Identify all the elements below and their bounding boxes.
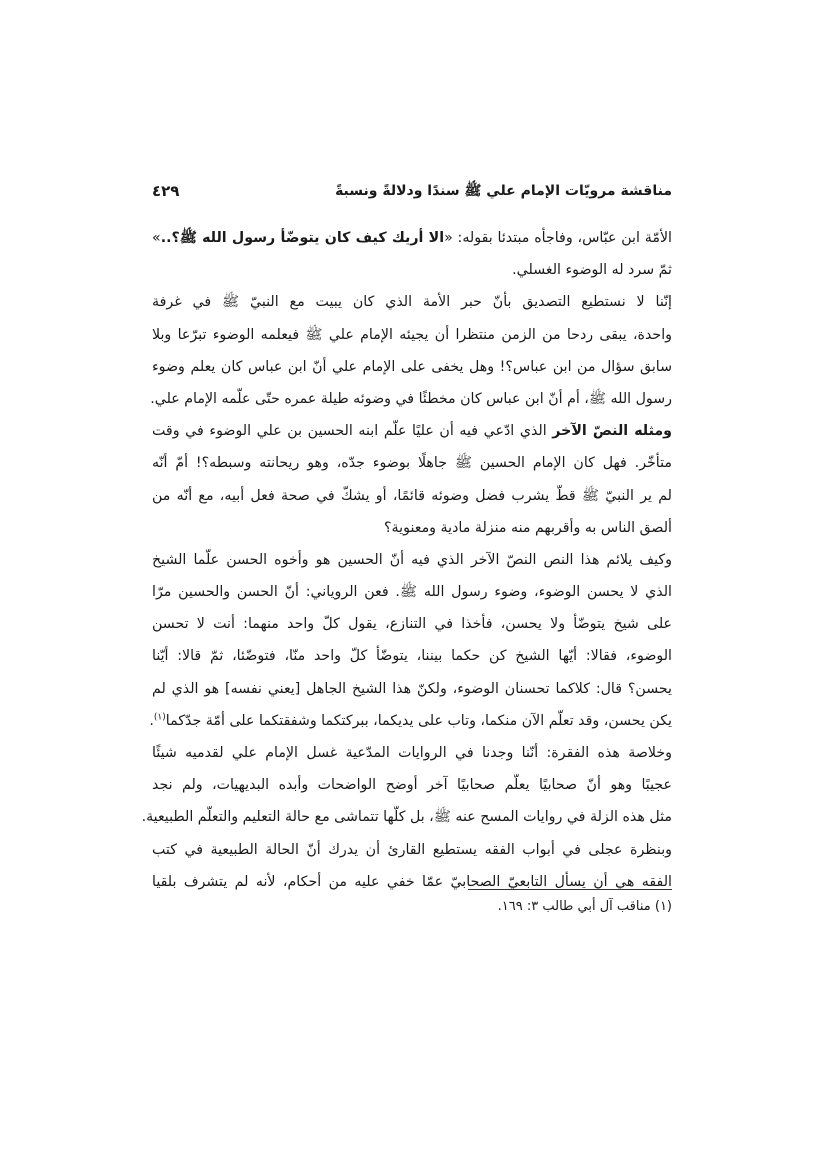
- text-line: [152, 351, 672, 383]
- bold-text: الا أريك كيف كان يتوضّأ رسول الله ﷺ؟..: [160, 230, 445, 246]
- text-line: [152, 834, 672, 866]
- text-line: [152, 286, 672, 318]
- text-run: مثل هذه الزلة في روايات المسح عنه ﷺ، بل كلّها تتماشى مع حالة التعليم والتعلّم الطبيعية.: [141, 809, 672, 826]
- text-line: [149, 705, 672, 737]
- text-run: على شيخ يتوضّأ ولا يحسن، فأخذا في التنازع، يقول كلّ واحد منهما: أنت لا تحسن: [152, 616, 672, 633]
- text-run: الذي ادّعي فيه أن عليًا علّم ابنه الحسين بن علي الوضوء في وقت: [152, 423, 553, 440]
- text-line: [152, 769, 672, 801]
- footnote-ref: (١): [153, 712, 166, 723]
- text-run: الأمّة ابن عبّاس، وفاجأه مبتدئا بقوله: «: [444, 230, 672, 246]
- text-line: [152, 447, 672, 479]
- text-line: [152, 415, 672, 447]
- text-run: عجيبًا وهو أنّ صحابيًا يعلّم صحابيًا آخر أوضح الواضحات وأبده البديهيات، ولم نجد: [152, 777, 672, 794]
- text-run: ألصق الناس به وأقربهم منه منزلة مادية ومعنوية؟: [384, 519, 672, 536]
- footnote: (١) مناقب آل أبي طالب ٣: ١٦٩.: [497, 899, 672, 914]
- text-run: ثمّ سرد له الوضوء الغسلي.: [512, 262, 672, 279]
- text-run: رسول الله ﷺ، أم أنّ ابن عباس كان مخطئًا في وضوئه طيلة عمره حتّى علّمه الإمام علي.: [150, 390, 672, 407]
- text-run: واحدة، يبقى ردحا من الزمن منتظرا أن يجيئه الإمام علي ﷺ فيعلمه الوضوء تبرّعا وبلا: [152, 326, 672, 343]
- text-line: [152, 254, 672, 286]
- text-run: سابق سؤال من ابن عباس؟! وهل يخفى على الإمام علي أنّ ابن عباس كان يعلم وضوء: [152, 358, 672, 375]
- text-run: يكن يحسن، وقد تعلّم الآن منكما، وتاب على يديكما، ببركتكما وشفقتكما على أمّة جدّكما: [165, 712, 672, 729]
- text-run: »: [152, 230, 161, 246]
- bold-text: ومثله النصّ الآخر: [552, 423, 672, 440]
- running-title: مناقشة مرويّات الإمام علي ﷺ سندًا ودلالةً ونسبةً: [335, 183, 672, 199]
- text-run: الذي لا يحسن الوضوء، وضوء رسول الله ﷺ. فعن الروياني: أنّ الحسن والحسين مرّا: [152, 584, 672, 601]
- text-run: وبنظرة عجلى في أبواب الفقه يستطيع القارئ أن يدرك أنّ الحالة الطبيعية في كتب: [152, 841, 672, 858]
- text-line: [152, 480, 672, 512]
- text-run: يحسن؟ قال: كلاكما تحسنان الوضوء، ولكنّ هذا الشيخ الجاهل [يعني نفسه] هو الذي لم: [152, 680, 672, 697]
- text-line: [152, 866, 672, 898]
- text-line: [152, 319, 672, 351]
- text-run: .: [149, 712, 154, 729]
- text-line: [152, 673, 672, 705]
- text-line: [152, 737, 672, 769]
- page-header: [152, 182, 672, 206]
- text-line: [141, 801, 672, 833]
- text-line: [152, 544, 672, 576]
- text-line: [152, 640, 672, 672]
- text-line: [152, 222, 672, 254]
- text-run: الوضوء، فقالا: أيّها الشيخ كن حكما بيننا، يتوضّأ كلّ واحد منّا، فتوضّئا، ثمّ قالا: أيّنا: [152, 648, 672, 665]
- text-run: لم ير النبيّ ﷺ قطّ يشرب فضل وضوئه قائمًا، أو يشكّ في صحة فعل أبيه، مع أنّه من: [152, 487, 672, 504]
- footnote-separator: [468, 889, 672, 890]
- text-line: [152, 383, 672, 415]
- text-line: [152, 608, 672, 640]
- text-run: متأخّر. فهل كان الإمام الحسين ﷺ جاهلًا بوضوء جدّه، وهو ريحانته وسبطه؟! أمّ أنّه: [152, 455, 672, 472]
- text-run: الفقه هي أن يسأل التابعيّ الصحابيّ عمّا خفي عليه من أحكام، لأنه لم يتشرف بلقيا: [152, 873, 672, 890]
- text-line: [152, 576, 672, 608]
- text-line: [152, 512, 672, 544]
- text-run: إنّنا لا نستطيع التصديق بأنّ حبر الأمة الذي كان يبيت مع النبيّ ﷺ في غرفة: [152, 294, 672, 311]
- page-number: ٤٢٩: [152, 182, 180, 200]
- main-text: [141, 222, 672, 898]
- text-run: وخلاصة هذه الفقرة: أنّنا وجدنا في الروايات المدّعية غسل الإمام علي لقدميه شيئًا: [152, 745, 672, 761]
- text-run: وكيف يلائم هذا النص النصّ الآخر الذي فيه أنّ الحسين هو وأخوه الحسن علّما الشيخ: [152, 551, 672, 568]
